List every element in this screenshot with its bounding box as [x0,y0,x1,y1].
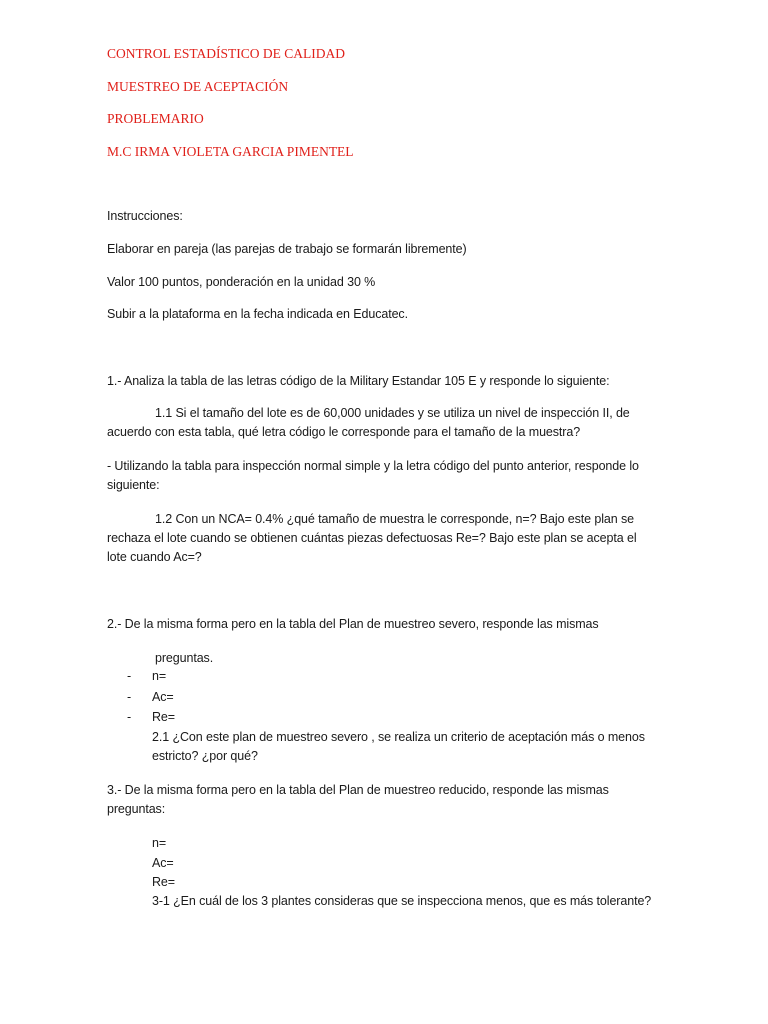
question-1-1-text: acuerdo con esta tabla, qué letra código le corresponde para el tamaño de la muestra? [107,425,581,439]
instructions-heading: Instrucciones: [107,209,183,223]
question-3-title: 3.- De la misma forma pero en la tabla del Plan de muestreo reducido, responde las mismas [107,783,609,797]
instruction-item: Valor 100 puntos, ponderación en la unidad 30 % [107,275,376,289]
list-item: n= [152,836,167,850]
question-1-1-text: 1.1 Si el tamaño del lote es de 60,000 unidades y se utiliza un nivel de inspección II, de [155,406,630,420]
question-1-intro: - Utilizando la tabla para inspección normal simple y la letra código del punto anterior, responde lo [107,459,639,473]
question-3-title: preguntas: [107,802,166,816]
question-2-1-text: estricto? ¿por qué? [152,749,258,763]
doc-title-type: PROBLEMARIO [107,111,204,126]
instruction-item: Elaborar en pareja (las parejas de trabajo se formarán libremente) [107,242,467,256]
instruction-item: Subir a la plataforma en la fecha indicada en Educatec. [107,307,408,321]
question-2-1-text: 2.1 ¿Con este plan de muestreo severo , se realiza un criterio de aceptación más o menos [152,730,645,744]
list-item: Ac= [152,690,174,704]
question-1-2-text: rechaza el lote cuando se obtienen cuántas piezas defectuosas Re=? Bajo este plan se acepta el [107,531,637,545]
question-1-2-text: 1.2 Con un NCA= 0.4% ¿qué tamaño de muestra le corresponde, n=? Bajo este plan se [155,512,635,526]
bullet-marker: - [127,669,132,683]
doc-author: M.C IRMA VIOLETA GARCIA PIMENTEL [107,144,354,159]
question-3-1-text: 3-1 ¿En cuál de los 3 plantes consideras que se inspecciona menos, que es más tolerante? [152,894,652,908]
bullet-marker: - [127,690,132,704]
question-2-subtitle: preguntas. [155,651,214,665]
list-item: Ac= [152,856,174,870]
doc-title-topic: MUESTREO DE ACEPTACIÓN [107,79,289,94]
doc-title-course: CONTROL ESTADÍSTICO DE CALIDAD [107,46,346,61]
list-item: n= [152,669,167,683]
question-1-intro: siguiente: [107,478,160,492]
question-1-2-text: lote cuando Ac=? [107,550,202,564]
list-item: Re= [152,710,175,724]
question-1-title: 1.- Analiza la tabla de las letras código de la Military Estandar 105 E y responde lo siguiente: [107,374,610,388]
list-item: Re= [152,875,175,889]
question-2-title: 2.- De la misma forma pero en la tabla del Plan de muestreo severo, responde las mismas [107,617,599,631]
bullet-marker: - [127,710,132,724]
